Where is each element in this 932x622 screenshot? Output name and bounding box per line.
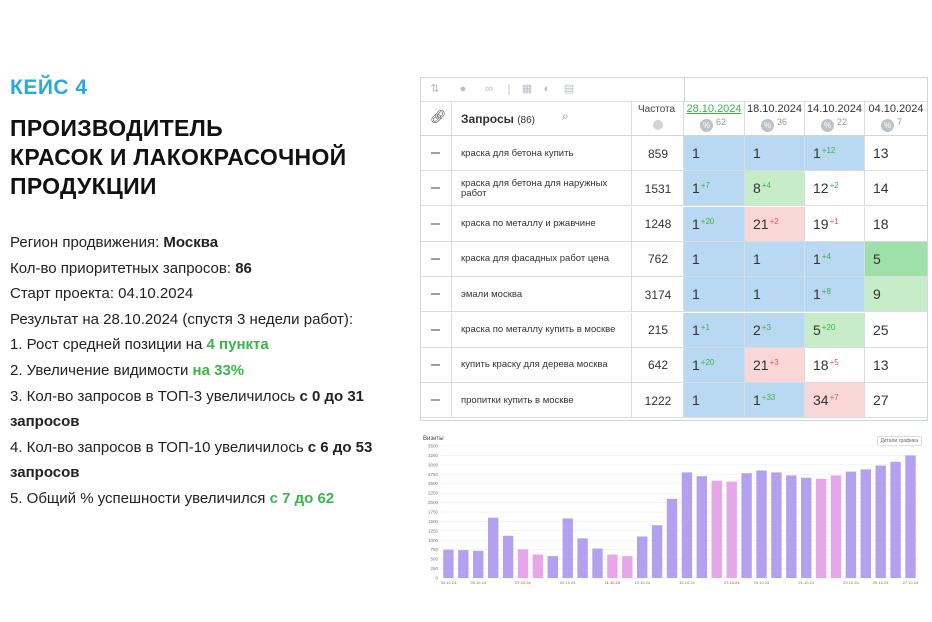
position-value: $12^{+2}$: [813, 180, 839, 197]
result-item-4: [10, 435, 410, 486]
minus-icon[interactable]: [431, 258, 440, 260]
result-item-1: [10, 332, 410, 358]
minus-icon[interactable]: [431, 293, 440, 295]
row-action-cell: [421, 136, 452, 171]
freq-value: 1222: [644, 393, 672, 408]
position-cell: [684, 207, 745, 242]
item-value: на 33%: [192, 361, 245, 379]
position-cell: [865, 383, 927, 418]
y-tick-label: 3000: [427, 462, 438, 468]
position-value: $21^{+3}$: [753, 356, 779, 373]
query-text: краска по металлу купить в москве: [461, 324, 616, 335]
x-tick-label: 27.10.24: [902, 580, 919, 585]
y-tick-label: 0: [435, 575, 438, 581]
table-row: [421, 242, 927, 277]
freq-header-label: Частота: [638, 104, 676, 115]
start-line: Старт проекта: 04.10.2024: [10, 285, 194, 303]
position-value: $1^{+4}$: [813, 250, 831, 267]
chart-bar[interactable]: [592, 549, 602, 578]
date-label[interactable]: 28.10.2024: [686, 103, 742, 115]
date-header-1[interactable]: [745, 101, 805, 136]
chart-bar[interactable]: [712, 481, 722, 578]
row-action-cell: [421, 242, 452, 277]
row-action-cell: [421, 207, 452, 242]
item-text: 1. Рост средней позиции на: [10, 336, 207, 354]
chart-bar[interactable]: [831, 475, 841, 578]
position-cell: [745, 277, 805, 312]
position-value: 27: [873, 392, 889, 409]
position-value: $1^{+20}$: [692, 356, 715, 373]
chart-bar[interactable]: [533, 555, 543, 578]
y-tick-label: 3500: [427, 443, 438, 449]
position-delta: +12: [821, 146, 836, 155]
x-tick-label: 15.10.24: [679, 580, 695, 585]
globe-icon: [653, 120, 663, 130]
chart-bar[interactable]: [548, 556, 558, 578]
chart-bar[interactable]: [861, 469, 871, 578]
position-value: $1^{+12}$: [813, 145, 836, 161]
table-row: [421, 171, 927, 206]
y-tick-label: 2250: [427, 490, 438, 496]
percent-icon: %: [821, 119, 834, 132]
date-header-2[interactable]: [805, 101, 865, 136]
x-tick-label: 17.10.24: [723, 580, 740, 585]
result-item-2: [10, 358, 410, 384]
position-delta: +4: [821, 251, 831, 261]
percent-icon: %: [881, 119, 894, 132]
y-tick-label: 2500: [427, 481, 438, 487]
chart-bar[interactable]: [697, 476, 707, 578]
table-row: [421, 348, 927, 383]
freq-value: 642: [647, 358, 669, 373]
chart-bar[interactable]: [667, 499, 677, 578]
chart-bar[interactable]: [801, 478, 811, 578]
date-label[interactable]: 14.10.2024: [806, 103, 863, 115]
position-value: $1^{+33}$: [753, 392, 776, 409]
queries-header[interactable]: [452, 101, 632, 136]
position-cell: [684, 348, 745, 383]
position-cell: [865, 136, 927, 171]
position-cell: [865, 171, 927, 206]
freq-value: 215: [647, 323, 669, 337]
item-text: 2. Увеличение видимости: [10, 361, 193, 379]
position-value: $1^{+20}$: [692, 215, 715, 232]
position-cell: [684, 171, 745, 206]
date-header-3[interactable]: [865, 101, 927, 136]
region-line: [10, 230, 410, 256]
query-text: пропитки купить в москве: [461, 394, 574, 406]
y-tick-label: 500: [430, 556, 438, 562]
chart-details-button[interactable]: Детали графика: [877, 436, 923, 446]
position-cell: [805, 242, 865, 277]
position-cell: [805, 171, 865, 206]
chart-bar[interactable]: [816, 479, 826, 578]
position-delta: +2: [769, 216, 779, 226]
position-value: 1: [753, 145, 761, 161]
table-row: [421, 136, 927, 171]
position-delta: +20: [700, 216, 715, 226]
position-cell: [745, 313, 805, 348]
chart-bar[interactable]: [622, 556, 632, 578]
chart-bar[interactable]: [905, 455, 915, 578]
region-value: Москва: [163, 234, 219, 251]
position-value: 5: [873, 250, 881, 267]
row-action-cell: [421, 277, 452, 312]
minus-icon[interactable]: [431, 399, 440, 401]
position-value: 1: [692, 145, 700, 161]
minus-icon[interactable]: [431, 223, 440, 225]
percent-icon: %: [761, 119, 774, 132]
freq-value: 762: [647, 252, 669, 267]
y-tick-label: 1500: [427, 518, 438, 524]
minus-icon[interactable]: [431, 329, 440, 331]
query-text: купить краску для дерева москва: [461, 359, 608, 371]
freq-header[interactable]: [632, 101, 684, 136]
position-value: $34^{+7}$: [813, 392, 839, 409]
y-tick-label: 750: [430, 547, 438, 553]
position-delta: +1: [700, 322, 710, 332]
x-tick-label: 21.10.24: [798, 580, 814, 585]
divider-icon: |: [507, 83, 511, 95]
date-label[interactable]: 18.10.2024: [746, 103, 803, 115]
title-line: КРАСОК И ЛАКОКРАСОЧНОЙ: [10, 144, 347, 170]
date-header-0[interactable]: [684, 101, 745, 136]
position-value: 1: [753, 286, 761, 303]
position-cell: [805, 383, 865, 418]
position-value: 1: [692, 286, 700, 303]
chart-bar[interactable]: [473, 551, 483, 578]
row-action-cell: [421, 348, 452, 383]
row-action-cell: [421, 313, 452, 348]
position-value: 13: [873, 356, 889, 373]
title-line: ПРОИЗВОДИТЕЛЬ: [10, 115, 223, 141]
link-icon[interactable]: ∞: [485, 83, 493, 95]
x-tick-label: 23.10.24: [843, 580, 859, 585]
chart-bar[interactable]: [458, 550, 468, 578]
y-tick-label: 1250: [427, 528, 438, 534]
position-cell: [805, 207, 865, 242]
item-value: с 6 до 53 запросов: [10, 438, 373, 482]
position-cell: [684, 313, 745, 348]
position-cell: [865, 348, 927, 383]
position-delta: +7: [829, 393, 839, 403]
percent-icon: %: [700, 119, 713, 132]
priority-value: 86: [235, 259, 252, 277]
chart-bar[interactable]: [443, 550, 453, 578]
position-cell: [745, 383, 805, 418]
position-value: 1: [692, 250, 700, 267]
result-item-3: [10, 384, 410, 435]
toolbar-spacer: [684, 78, 927, 102]
query-text: краска для фасадных работ цена: [461, 253, 609, 265]
percent-value: 36: [777, 117, 788, 127]
position-delta: +2: [829, 181, 839, 191]
case-info: [10, 230, 410, 512]
freq-value: 1531: [644, 181, 672, 196]
percent-value: 7: [897, 117, 903, 127]
query-text: эмали москва: [461, 288, 523, 300]
x-tick-label: 07.10.24: [515, 580, 531, 585]
table-row: [421, 207, 927, 242]
chart-title: Визиты: [423, 436, 444, 442]
queries-header-label: Запросы (86): [461, 112, 536, 126]
position-delta: +4: [761, 181, 771, 191]
position-cell: [745, 136, 805, 171]
chart-bar[interactable]: [771, 472, 781, 578]
result-line: Результат на 28.10.2024 (спустя 3 недели работ):: [10, 310, 354, 328]
y-tick-label: 1000: [427, 537, 438, 543]
position-delta: +20: [700, 357, 715, 367]
table-row: [421, 277, 927, 312]
position-value: 14: [873, 180, 889, 197]
position-cell: [805, 277, 865, 312]
export-icon[interactable]: ▤: [563, 83, 575, 95]
position-value: 25: [873, 321, 889, 338]
chart-bar[interactable]: [890, 462, 900, 578]
table-row: [421, 313, 927, 348]
query-text: краска для бетона для наружных работ: [461, 177, 608, 199]
position-cell: [865, 207, 927, 242]
position-delta: +7: [700, 181, 710, 191]
freq-value: 3174: [644, 287, 672, 302]
y-tick-label: 2000: [427, 500, 438, 506]
position-value: 9: [873, 286, 881, 303]
position-cell: [745, 242, 805, 277]
position-cell: [745, 348, 805, 383]
position-delta: +20: [821, 322, 836, 332]
x-tick-label: 13.10.24: [634, 580, 650, 585]
minus-icon[interactable]: [431, 152, 440, 154]
item-text: 5. Общий % успешности увеличился: [10, 489, 270, 507]
positions-table: [420, 77, 928, 421]
visits-chart: [421, 432, 926, 590]
y-tick-label: 250: [430, 566, 438, 572]
x-tick-label: 11.10.24: [604, 580, 621, 585]
position-cell: [745, 207, 805, 242]
position-value: $21^{+2}$: [753, 215, 779, 232]
freq-value: 859: [647, 146, 669, 161]
x-tick-label: 19.10.24: [753, 580, 770, 585]
position-value: $1^{+1}$: [692, 321, 710, 338]
item-text: 3. Кол-во запросов в ТОП-3 увеличилось: [10, 387, 300, 405]
minus-icon[interactable]: [431, 187, 440, 189]
position-cell: [865, 277, 927, 312]
chart-bar[interactable]: [488, 518, 498, 578]
position-cell: [805, 313, 865, 348]
position-value: $19^{+1}$: [813, 215, 839, 232]
case-label: КЕЙС 4: [10, 76, 88, 99]
x-tick-label: 03.10.24: [440, 580, 457, 585]
chart-bar[interactable]: [563, 518, 573, 578]
page-title: [10, 114, 346, 201]
priority-line: [10, 256, 410, 282]
position-value: 1: [753, 250, 761, 267]
link-header: [421, 101, 452, 136]
y-tick-label: 2750: [427, 471, 438, 477]
y-tick-label: 1750: [427, 509, 438, 515]
position-cell: [684, 277, 745, 312]
y-tick-label: 3250: [427, 452, 438, 458]
position-value: $5^{+20}$: [813, 321, 836, 338]
position-cell: [805, 136, 865, 171]
toggle-icon[interactable]: ●: [459, 83, 467, 95]
position-cell: [745, 171, 805, 206]
chart-bar[interactable]: [682, 472, 692, 578]
position-value: $8^{+4}$: [753, 180, 771, 197]
position-value: 1: [692, 392, 700, 409]
query-text: краска по металлу и ржавчине: [461, 218, 596, 230]
chain-link-icon: 🔗︎: [430, 109, 447, 124]
x-tick-label: 05.10.24: [470, 580, 487, 585]
position-cell: [865, 313, 927, 348]
minus-icon[interactable]: [431, 364, 440, 366]
chart-bar[interactable]: [637, 537, 647, 579]
priority-label: Кол-во приоритетных запросов:: [10, 259, 236, 277]
position-cell: [684, 242, 745, 277]
position-delta: +8: [821, 287, 831, 297]
position-cell: [805, 348, 865, 383]
position-delta: +5: [829, 357, 839, 367]
chart-bar[interactable]: [727, 482, 737, 579]
item-value: с 7 до 62: [269, 489, 335, 507]
table-row: [421, 383, 927, 418]
position-value: $1^{+7}$: [692, 180, 710, 197]
title-line: ПРОДУКЦИИ: [10, 173, 157, 199]
chart-bar[interactable]: [786, 475, 796, 578]
result-item-5: [10, 486, 410, 512]
table-icon[interactable]: ▦: [521, 83, 533, 95]
position-value: 13: [873, 145, 889, 161]
table-toolbar: [421, 78, 685, 102]
chart-svg: [421, 432, 926, 590]
chart-bar[interactable]: [756, 471, 766, 579]
position-delta: +3: [761, 322, 771, 332]
position-value: 18: [873, 215, 889, 232]
item-value: 4 пункта: [206, 336, 269, 354]
position-delta: +1: [829, 216, 839, 226]
chart-bar[interactable]: [876, 466, 886, 578]
query-text: краска для бетона купить: [461, 147, 574, 159]
chart-bar[interactable]: [518, 549, 528, 578]
position-value: $18^{+5}$: [813, 356, 839, 373]
position-cell: [865, 242, 927, 277]
position-cell: [684, 383, 745, 418]
chart-bar[interactable]: [741, 473, 751, 578]
position-cell: [684, 136, 745, 171]
row-action-cell: [421, 383, 452, 418]
x-tick-label: 25.10.24: [872, 580, 889, 585]
percent-value: 62: [716, 117, 727, 127]
region-label: Регион продвижения:: [10, 234, 164, 251]
chart-bar[interactable]: [503, 536, 513, 578]
search-icon[interactable]: ⌕: [562, 109, 569, 123]
freq-value: 1248: [644, 217, 672, 232]
percent-value: 22: [837, 117, 848, 127]
position-delta: +33: [761, 393, 776, 403]
item-text: 4. Кол-во запросов в ТОП-10 увеличилось: [10, 438, 308, 456]
position-delta: +3: [769, 357, 779, 367]
sort-icon[interactable]: ⇅: [430, 83, 440, 95]
chart-bar[interactable]: [607, 555, 617, 578]
item-value: с 0 до 31 запросов: [10, 387, 365, 431]
date-label[interactable]: 04.10.2024: [868, 103, 924, 115]
contrast-icon[interactable]: ◐: [543, 83, 551, 95]
position-value: $1^{+8}$: [813, 286, 831, 303]
chart-bar[interactable]: [652, 525, 662, 578]
chart-bar[interactable]: [577, 538, 587, 578]
x-tick-label: 09.10.24: [559, 580, 576, 585]
position-value: $2^{+3}$: [753, 321, 771, 338]
row-action-cell: [421, 171, 452, 206]
chart-bar[interactable]: [846, 472, 856, 578]
